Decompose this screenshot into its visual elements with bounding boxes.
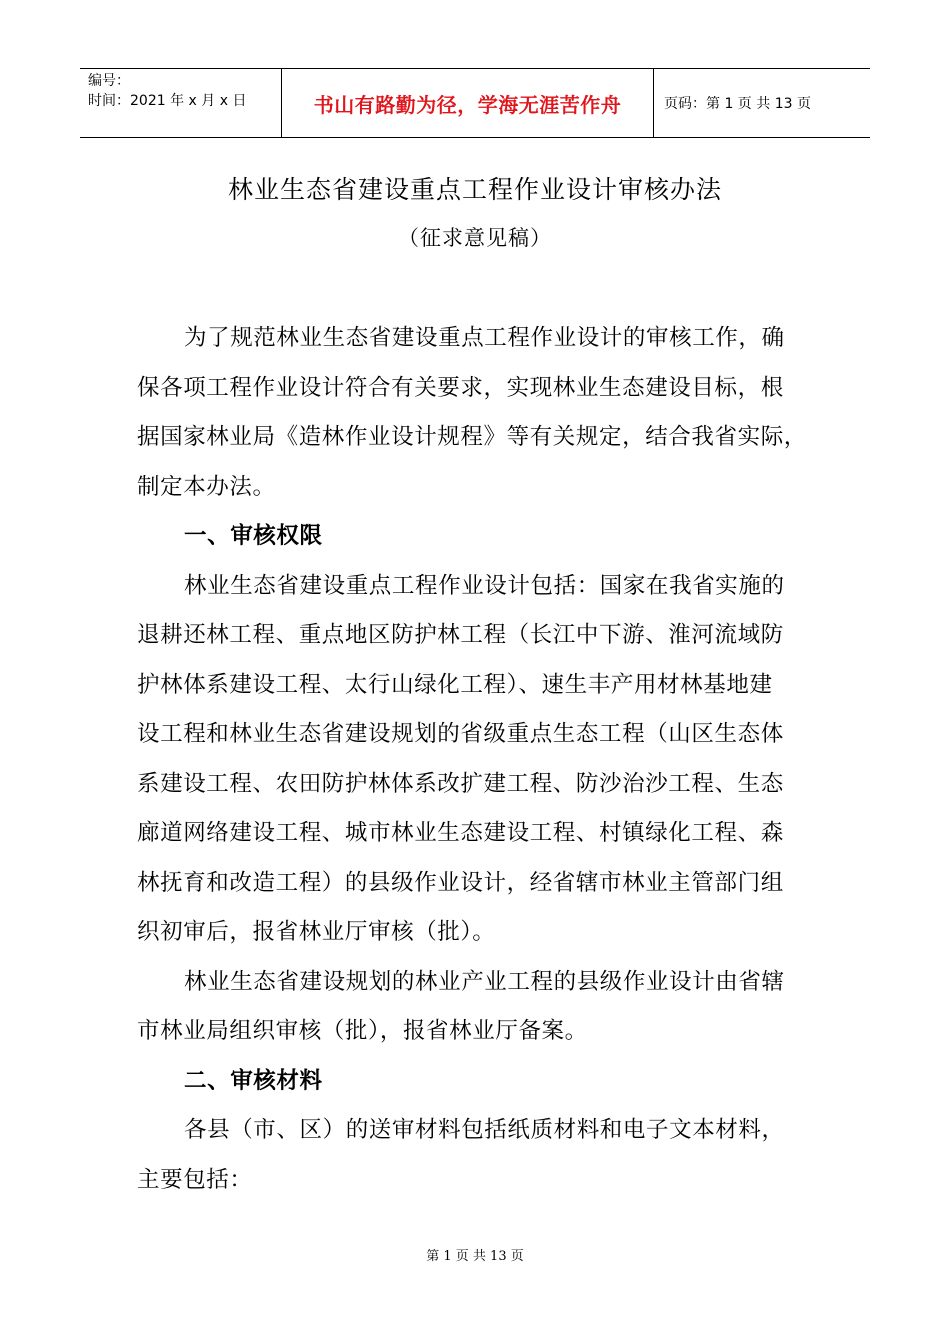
paragraph-line: 保各项工程作业设计符合有关要求，实现林业生态建设目标，根 [137, 374, 784, 401]
paragraph-line: 廊道网络建设工程、城市林业生态建设工程、村镇绿化工程、森 [137, 820, 784, 846]
section-heading: 二、审核材料 [184, 1067, 323, 1094]
document-header [80, 68, 870, 138]
header-motto: 书山有路勤为径，学海无涯苦作舟 [282, 69, 654, 137]
document-subtitle: （征求意见稿） [398, 226, 552, 250]
paragraph-line: 为了规范林业生态省建设重点工程作业设计的审核工作，确 [184, 325, 785, 351]
document-title: 林业生态省建设重点工程作业设计审核办法 [227, 175, 722, 204]
header-page-info: 页码：第 1 页 共 13 页 [664, 96, 811, 112]
paragraph-line: 护林体系建设工程、太行山绿化工程）、速生丰产用材林基地建 [137, 671, 773, 698]
paragraph-line: 织初审后，报省林业厅审核（批）。 [137, 919, 496, 945]
header-meta [80, 69, 282, 137]
paragraph-line: 设工程和林业生态省建设规划的省级重点生态工程（山区生态体 [137, 721, 784, 747]
paragraph-line: 林业生态省建设重点工程作业设计包括：国家在我省实施的 [184, 572, 785, 599]
paragraph-line: 系建设工程、农田防护林体系改扩建工程、防沙治沙工程、生态 [137, 770, 784, 797]
paragraph-line: 据国家林业局《造林作业设计规程》等有关规定，结合我省实际， [137, 424, 807, 450]
paragraph-line: 市林业局组织审核（批），报省林业厅备案。 [137, 1018, 588, 1044]
date-label: 时间：2021 年 x 月 x 日 [88, 93, 247, 109]
paragraph-line: 林抚育和改造工程）的县级作业设计，经省辖市林业主管部门组 [137, 869, 784, 896]
section-heading: 一、审核权限 [184, 523, 323, 549]
paragraph-line: 各县（市、区）的送审材料包括纸质材料和电子文本材料， [184, 1117, 785, 1143]
document-body [137, 314, 817, 1205]
serial-number-label: 编号： [88, 73, 130, 89]
page-footer: 第 1 页 共 13 页 [426, 1249, 524, 1264]
paragraph-line: 主要包括： [137, 1166, 253, 1193]
paragraph-line: 制定本办法。 [137, 473, 276, 500]
paragraph-line: 林业生态省建设规划的林业产业工程的县级作业设计由省辖 [184, 968, 785, 995]
paragraph-line: 退耕还林工程、重点地区防护林工程（长江中下游、淮河流域防 [137, 622, 784, 648]
